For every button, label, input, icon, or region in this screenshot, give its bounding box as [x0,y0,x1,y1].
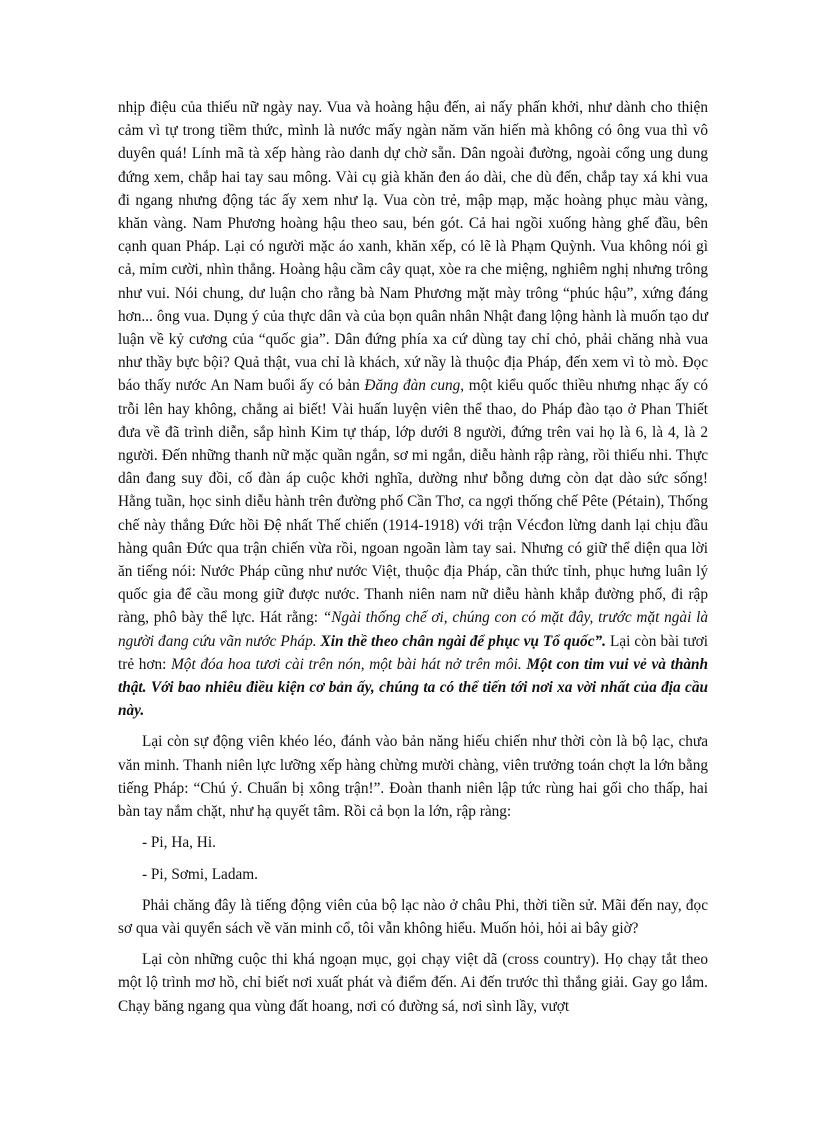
paragraph-2: Lại còn sự động viên khéo léo, đánh vào bản năng hiếu chiến như thời còn là bộ lạc, chưa văn minh. Thanh niên lực lưỡng xếp hàng chừng mười chàng, viên trưởng toán chợt la lớn bằng tiếng Pháp: “Chú ý. Chuẩn bị xông trận!”. Đoàn thanh niên lập tức rùng hai gối cho thấp, hai bàn tay nắm chặt, như hạ quyết tâm. Rồi cả bọn la lớn, rập ràng: [118,733,708,821]
paragraph-4: Lại còn những cuộc thi khá ngoạn mục, gọi chạy việt dã (cross country). Họ chạy tắt theo một lộ trình mơ hồ, chỉ biết nơi xuất phát và điểm đến. Ai đến trước thì thắng giải. Gay go lắm. Chạy băng ngang qua vùng đất hoang, nơi có đường sá, nơi sình lầy, vượt [118,951,708,1015]
song-lyric-heart: Một con tim vui vẻ và thành thật. Với bao nhiêu điều kiện cơ bản ấy, chúng ta có thể tiến tới nơi xa vời nhất của địa cầu này. [118,655,708,720]
document-page [118,96,708,1018]
paragraph-1-text-a: nhịp điệu của thiếu nữ ngày nay. Vua và hoàng hậu đến, ai nấy phấn khởi, như dành cho thiện cảm vì tự trong tiềm thức, mình là nước mấy ngàn năm văn hiến mà không có ông vua thì vô duyên quá! Lính mã tà xếp hàng rào danh dự chờ sẵn. Dân ngoài đường, ngoài cổng ung dung đứng xem, chắp hai tay sau mông. Vài cụ già khăn đen áo dài, che dù đến, chắp tay xá khi vua đi ngang nhưng động tác ấy xem như lạ. Vua còn trẻ, mập mạp, mặc hoàng phục màu vàng, khăn vàng. Nam Phương hoàng hậu theo sau, bén gót. Cả hai ngồi xuống hàng ghế đầu, bên cạnh quan Pháp. Lại có người mặc áo xanh, khăn xếp, có lẽ là Phạm Quỳnh. Vua không nói gì cả, mỉm cười, nhìn thẳng. Hoàng hậu cầm cây quạt, xòe ra che miệng, nghiêm nghị nhưng trông như vui. Nói chung, dư luận cho rằng bà Nam Phương mặt mày trông “phúc hậu”, xứng đáng hơn... ông vua. Dụng ý của thực dân và của bọn quân nhân Nhật đang lộng hành là muốn tạo dư luận về kỷ cương của “quốc gia”. Dân đứng phía xa cứ dùng tay chỉ chỏ, phải chăng nhà vua như thầy bực bội? Quả thật, vua chỉ là khách, xứ nầy là thuộc địa Pháp, đến xem vì tò mò. Đọc báo thấy nước An Nam buổi ấy có bản [118,99,708,395]
song-lyric-marshal: “Ngài thống chế ơi, chúng con có mặt đây, trước mặt ngài là người đang cứu vãn nước Pháp. [118,609,708,650]
dialogue-line-2: - Pi, Sơmi, Ladam. [142,865,259,883]
paragraph-1-text-c: Lại còn bài tươi trẻ hơn: [118,632,709,673]
song-lyric-flower: Một đóa hoa tươi cài trên nón, một bài hát nở trên môi. [171,655,522,673]
paragraph-1-text-b: , một kiểu quốc thiều nhưng nhạc ấy có trỗi lên hay không, chẳng ai biết! Vài huấn luyện viên thể thao, do Pháp đào tạo ở Phan Thiết đưa về đã trình diễn, sắp hình Kim tự tháp, lớp dưới 8 người, đứng trên vai họ là 6, là 4, là 2 người. Đến những thanh nữ mặc quần ngắn, sơ mi ngắn, diễu hành rập ràng, rồi thiếu nhi. Thực dân đang suy đồi, cố đàn áp cuộc khởi nghĩa, dường như bỗng dưng còn dạt dào sức sống! Hằng tuần, học sinh diễu hành trên đường phố Cần Thơ, ca ngợi thống chế Pête (Pétain), Thống chế này thắng Đức hồi Đệ nhất Thế chiến (1914-1918) với trận Vécđon lừng danh lại chịu đầu hàng quân Đức qua trận chiến vừa rồi, ngoan ngoãn làm tay sai. Nhưng có giữ thể diện qua lời ăn tiếng nói: Nước Pháp cũng như nước Việt, thuộc địa Pháp, cần thức tỉnh, phục hưng luân lý quốc gia để cầu mong giữ được nước. Thanh niên nam nữ diễu hành khắp đường phố, đi rập ràng, phô bày thể lực. Hát rằng: [118,377,708,627]
paragraph-1 [118,96,708,722]
song-title-dang-dan-cung: Đăng đàn cung [364,377,461,395]
dialogue-line-1: - Pi, Ha, Hi. [142,834,216,852]
paragraph-3: Phải chăng đây là tiếng động viên của bộ lạc nào ở châu Phi, thời tiền sử. Mãi đến nay, đọc sơ qua vài quyển sách về văn minh cổ, tôi vẫn không hiểu. Muốn hỏi, hỏi ai bây giờ? [118,896,708,937]
song-lyric-oath: Xin thề theo chân ngài để phục vụ Tổ quốc”. [316,632,606,650]
